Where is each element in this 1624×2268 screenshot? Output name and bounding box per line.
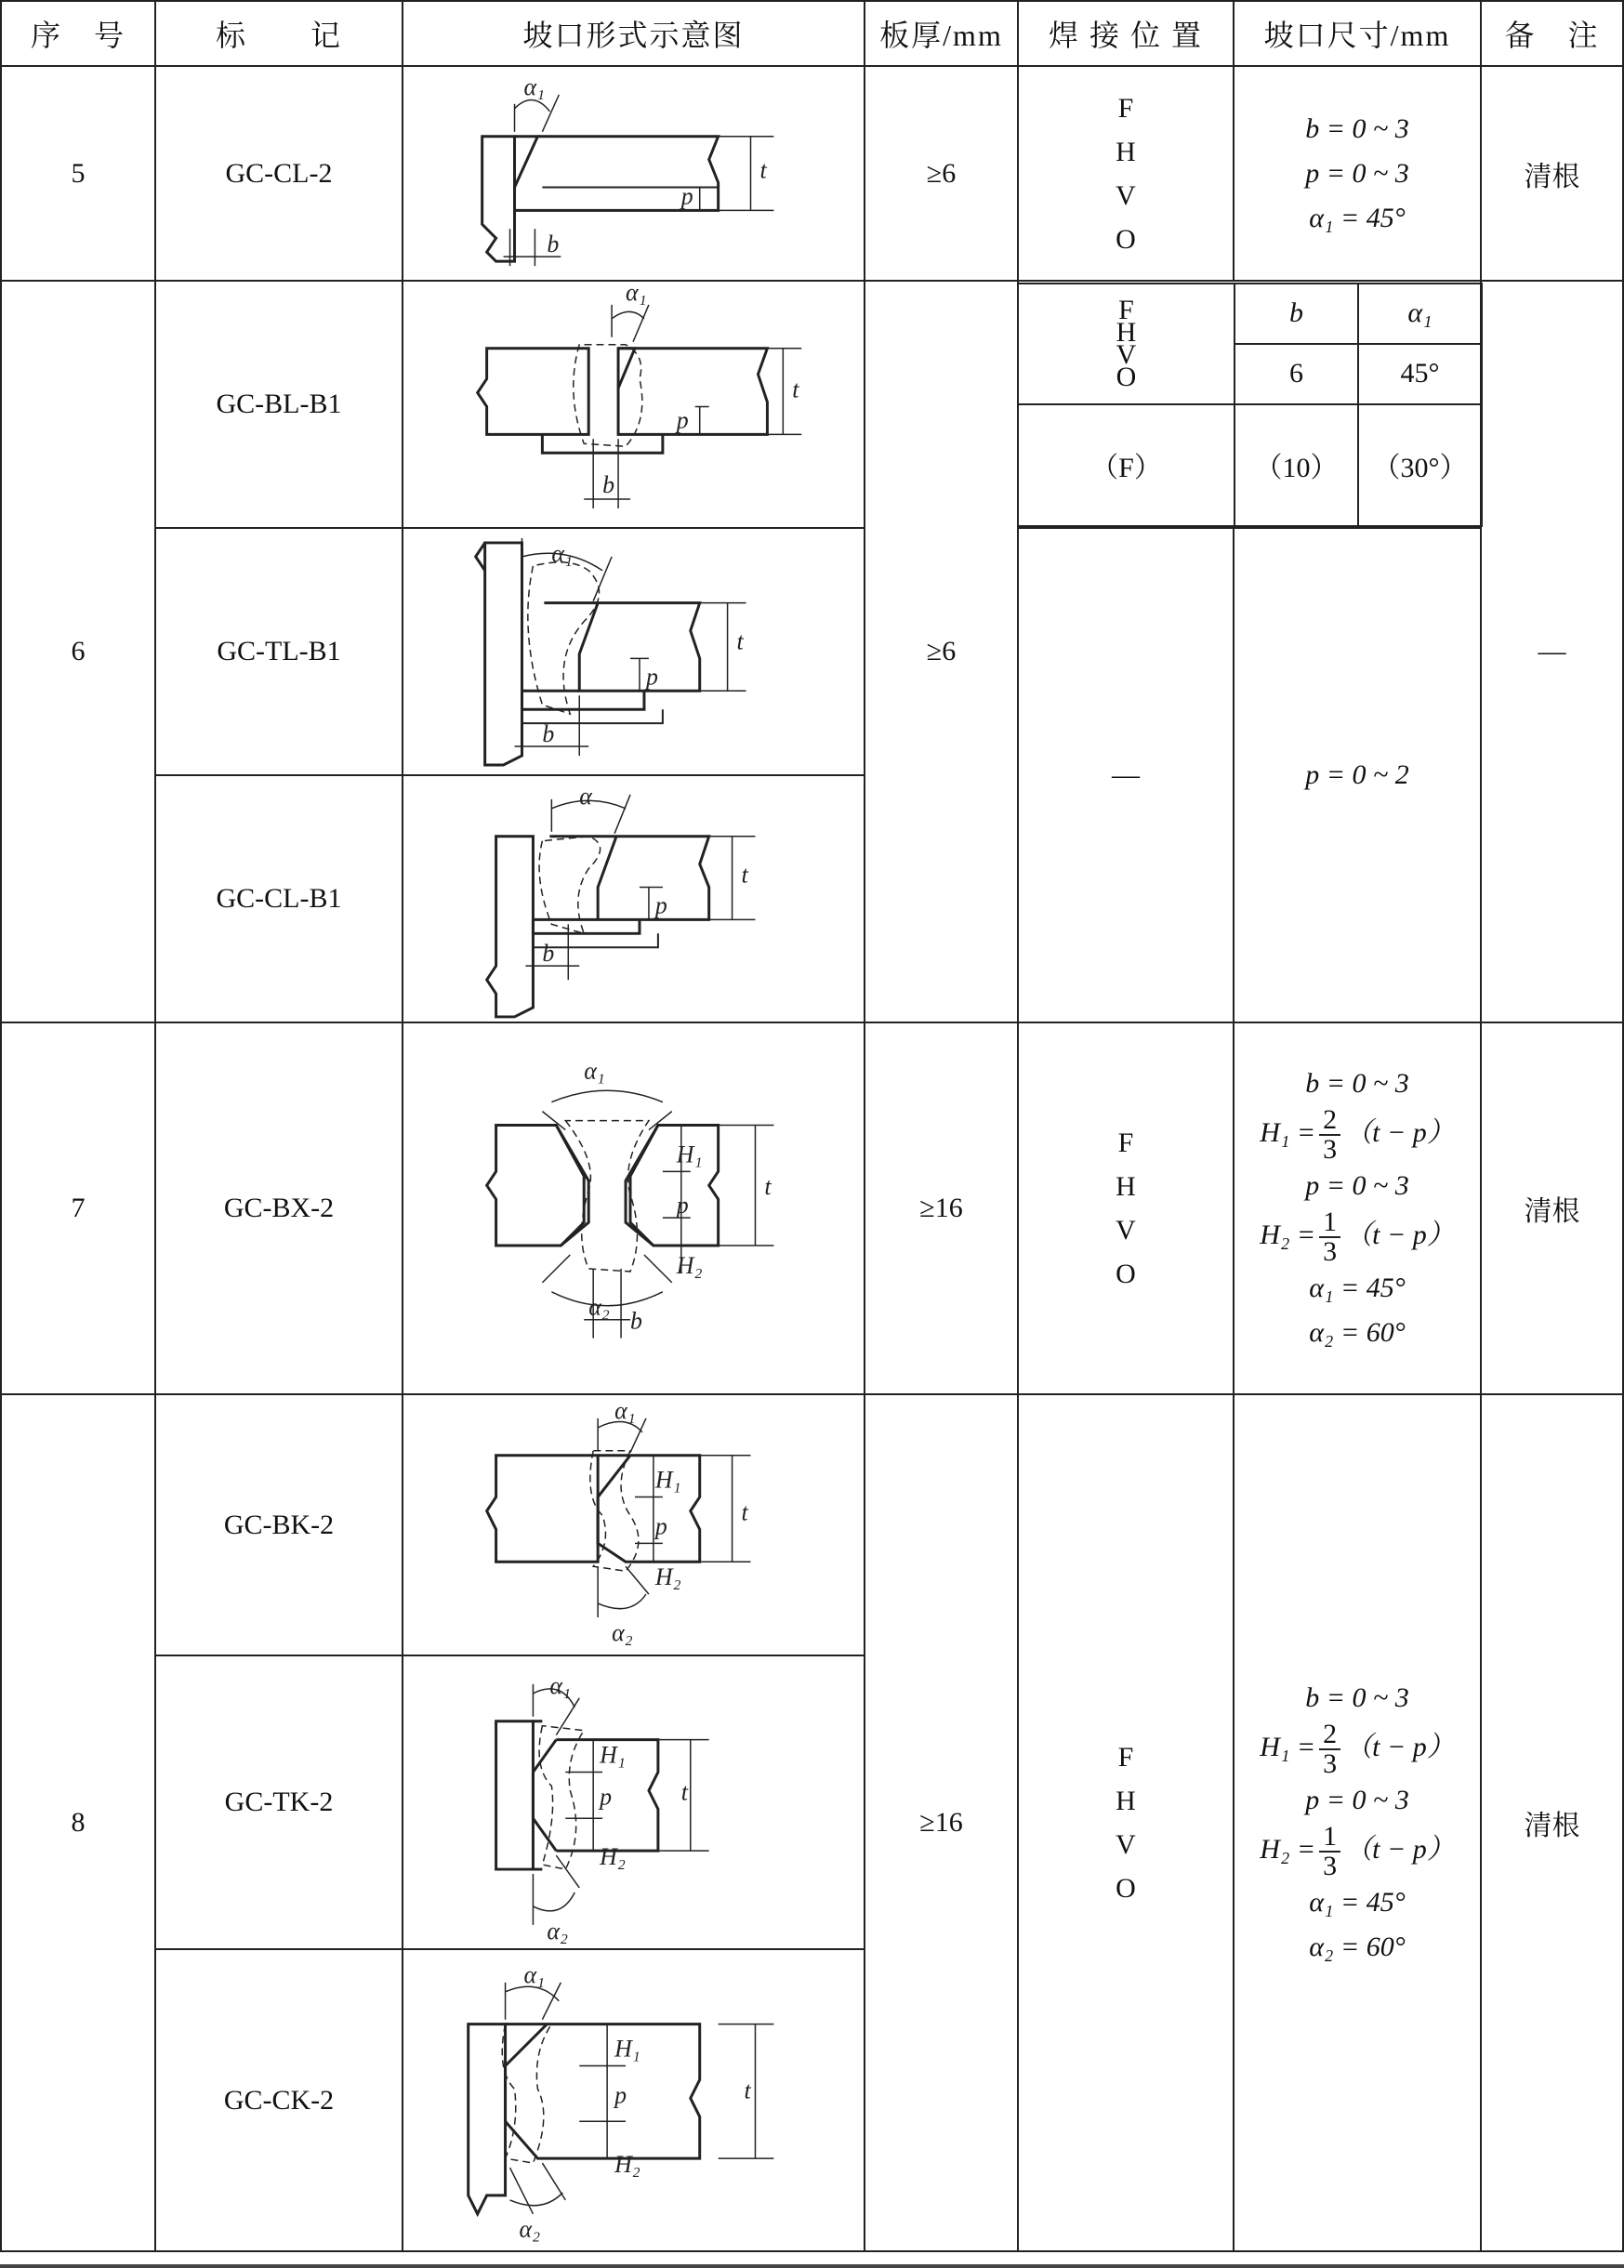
diagram-cell (403, 281, 865, 528)
groove-diagram-gc-ck-2 (403, 1950, 864, 2251)
label-b: b (547, 231, 560, 258)
row-mark: GC-TL-B1 (155, 528, 403, 775)
sub-header-b: b (1235, 284, 1358, 344)
label-b: b (630, 1307, 642, 1335)
label-h2: H₂ (676, 1251, 703, 1279)
label-p: p (614, 2081, 627, 2109)
label-alpha1: α₁ (614, 1397, 636, 1425)
groove-diagram-gc-cl-b1 (403, 776, 864, 1022)
diagram-cell (403, 1394, 865, 1655)
bl-sub-grid (1019, 283, 1483, 527)
groove-diagram-gc-tk-2 (403, 1656, 864, 1948)
row-mark: GC-CL-B1 (155, 775, 403, 1022)
alt-value-b: （10） (1235, 404, 1358, 526)
groove-diagram-gc-bx-2 (403, 1023, 864, 1393)
diagram-cell (403, 66, 865, 281)
header-note: 备 注 (1481, 1, 1623, 66)
label-t: t (792, 376, 799, 403)
thickness-cell: ≥6 (865, 281, 1018, 1022)
label-alpha: α₁ (551, 539, 573, 567)
dims-cell: b = 0 ~ 3 H₁ = $\frac{2}{3}$ （t − p） p = 0 ~ 3 H₂ = $\frac{1}{3}$ （t − p） α₁ = 45° α₂ = 60° (1234, 1394, 1481, 2251)
label-alpha2: α₂ (588, 1293, 610, 1321)
dims-cell: b = 0 ~ 3 H₁ = $\frac{2}{3}$ （t − p） p = 0 ~ 3 H₂ = $\frac{1}{3}$ （t − p） α₁ = 45° α₂ = 60° (1234, 1022, 1481, 1394)
row-mark: GC-BK-2 (155, 1394, 403, 1655)
label-alpha1: α₁ (584, 1057, 605, 1085)
header-row (1, 1, 1623, 66)
sub-value-alpha: 45° (1358, 344, 1482, 404)
header-no: 序 号 (1, 1, 155, 66)
label-alpha1: α₁ (523, 1960, 546, 1988)
label-h1: H₁ (654, 1466, 681, 1494)
label-alpha: α (579, 782, 592, 810)
label-h1: H₁ (614, 2035, 640, 2063)
label-h2: H₂ (600, 1843, 626, 1871)
thickness-cell: ≥6 (865, 66, 1018, 281)
dims-cell: p = 0 ~ 2 (1234, 528, 1481, 1022)
label-h1: H₁ (676, 1141, 703, 1168)
label-alpha: α₁ (626, 282, 647, 306)
row-number: 5 (1, 66, 155, 281)
sub-header-alpha: α₁ (1358, 284, 1482, 344)
label-alpha1: α₁ (549, 1671, 571, 1699)
row-mark: GC-TK-2 (155, 1655, 403, 1949)
label-h2: H₂ (614, 2150, 640, 2178)
label-alpha2: α₂ (519, 2215, 541, 2243)
table-row-5 (1, 66, 1623, 281)
note-cell: 清根 (1481, 66, 1623, 281)
label-t: t (759, 156, 767, 184)
groove-diagram-gc-cl-2 (403, 67, 864, 280)
label-p: p (680, 182, 693, 210)
label-t: t (764, 1173, 772, 1201)
diagram-cell (403, 1022, 865, 1394)
header-position: 焊 接 位 置 (1018, 1, 1234, 66)
label-h2: H₂ (654, 1563, 681, 1591)
position-cell: F H V O (1019, 284, 1235, 404)
label-p: p (676, 406, 689, 434)
table-row-6b (1, 528, 1623, 775)
groove-diagram-gc-bl-b1 (403, 282, 864, 527)
table-row-8a (1, 1394, 1623, 1655)
row-mark: GC-CL-2 (155, 66, 403, 281)
thickness-cell: ≥16 (865, 1394, 1018, 2251)
bottom-rule (0, 2264, 1624, 2268)
thickness-cell: ≥16 (865, 1022, 1018, 1394)
note-cell: 清根 (1481, 1394, 1623, 2251)
row-mark: GC-CK-2 (155, 1949, 403, 2252)
label-alpha: α₁ (523, 73, 546, 100)
label-b: b (542, 940, 555, 968)
row-mark: GC-BL-B1 (155, 281, 403, 528)
table-row-6a (1, 281, 1623, 528)
groove-diagram-gc-tl-b1 (403, 529, 864, 774)
groove-diagram-gc-bk-2 (403, 1395, 864, 1655)
note-cell: 清根 (1481, 1022, 1623, 1394)
row-number: 7 (1, 1022, 155, 1394)
label-p: p (654, 891, 667, 919)
position-cell: F H V O (1018, 66, 1234, 281)
label-t: t (744, 2077, 751, 2104)
label-p: p (676, 1191, 689, 1219)
label-t: t (736, 627, 744, 655)
header-mark: 标 记 (155, 1, 403, 66)
diagram-cell (403, 1949, 865, 2252)
label-t: t (741, 1498, 748, 1526)
alt-value-alpha: （30°） (1358, 404, 1482, 526)
header-diagram: 坡口形式示意图 (403, 1, 865, 66)
label-t: t (680, 1778, 688, 1806)
header-thickness: 板厚/mm (865, 1, 1018, 66)
sub-value-b: 6 (1235, 344, 1358, 404)
row-number: 8 (1, 1394, 155, 2251)
label-alpha2: α₂ (612, 1619, 633, 1647)
diagram-cell (403, 775, 865, 1022)
label-p: p (654, 1512, 667, 1540)
label-t: t (741, 861, 748, 889)
diagram-cell (403, 1655, 865, 1949)
sub-grid-cell (1018, 281, 1481, 528)
label-alpha2: α₂ (547, 1917, 568, 1945)
table-row-7 (1, 1022, 1623, 1394)
label-p: p (600, 1783, 613, 1811)
label-h1: H₁ (600, 1741, 626, 1769)
label-p: p (645, 663, 658, 691)
label-b: b (602, 471, 615, 499)
header-dims: 坡口尺寸/mm (1234, 1, 1481, 66)
position-cell: — (1018, 528, 1234, 1022)
position-cell: F H V O (1018, 1394, 1234, 2251)
diagram-cell (403, 528, 865, 775)
note-cell: — (1481, 281, 1623, 1022)
alt-position-cell: （F） (1019, 404, 1235, 526)
row-mark: GC-BX-2 (155, 1022, 403, 1394)
row-number: 6 (1, 281, 155, 1022)
position-cell: F H V O (1018, 1022, 1234, 1394)
label-b: b (542, 720, 555, 748)
dims-cell: b = 0 ~ 3 p = 0 ~ 3 α₁ = 45° (1234, 66, 1481, 281)
